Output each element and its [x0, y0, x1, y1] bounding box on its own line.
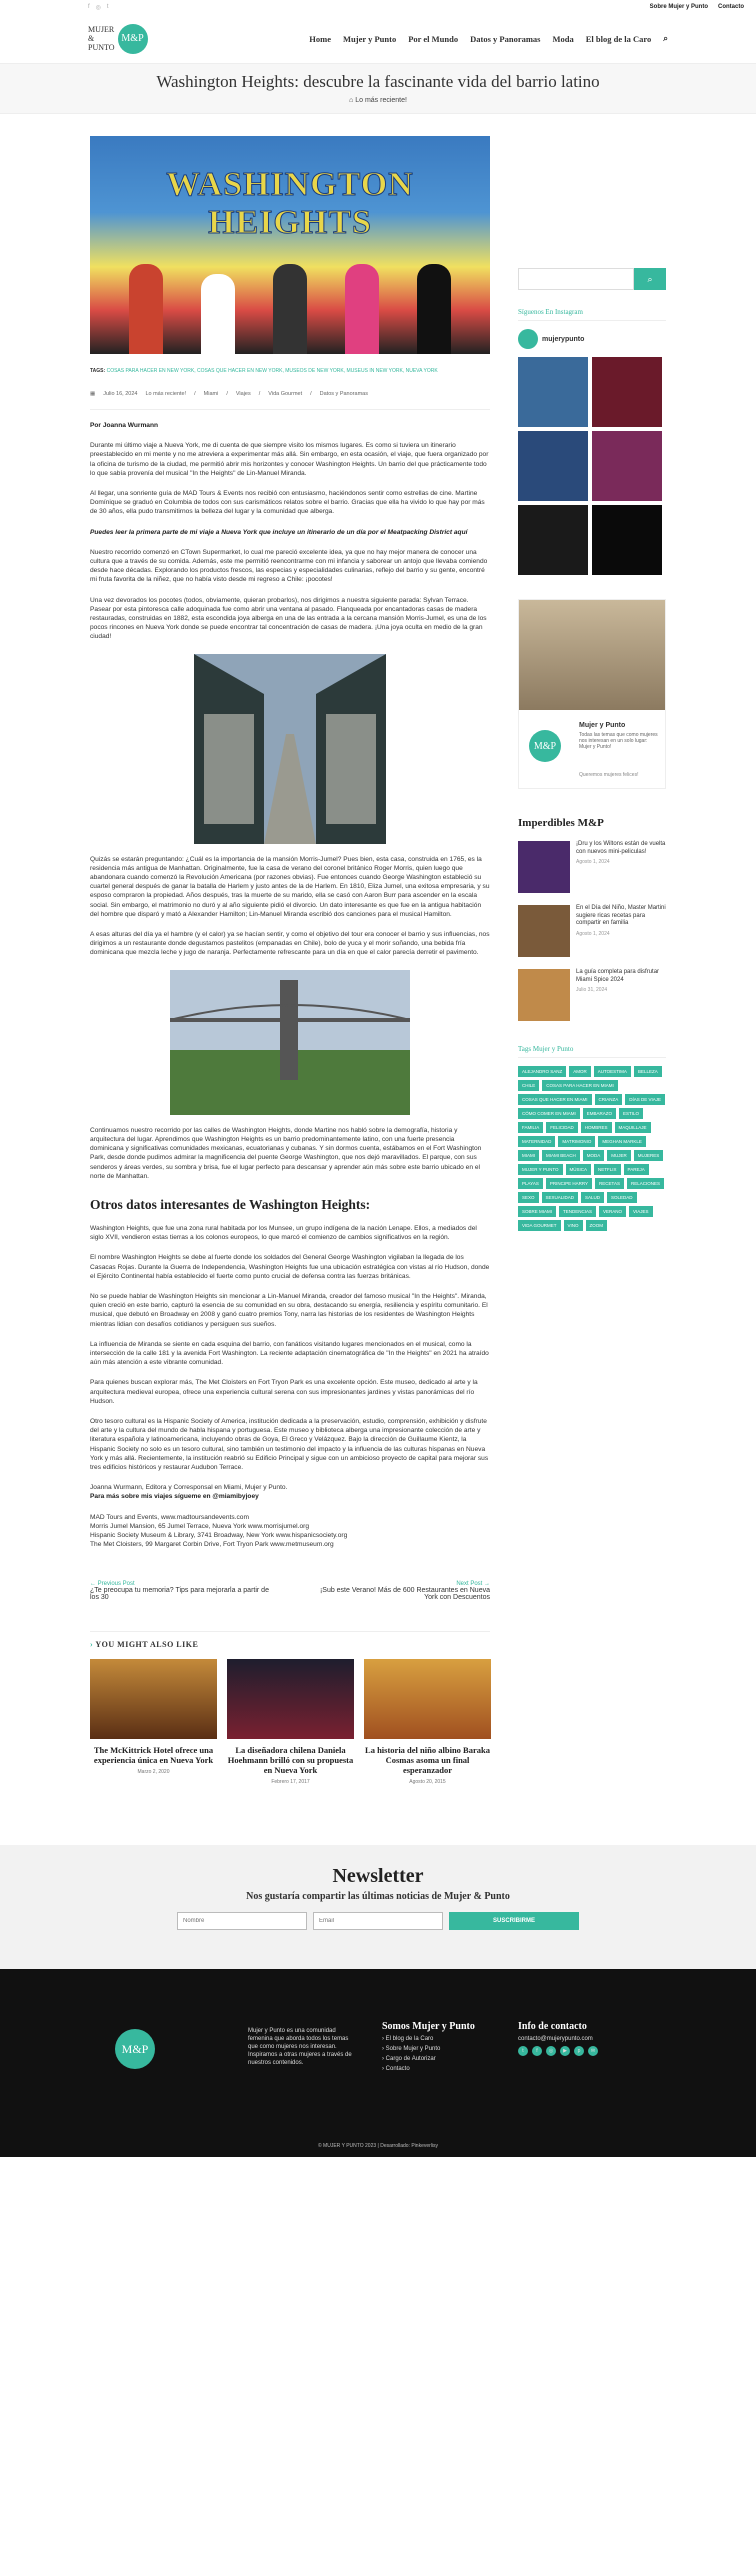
nav-datos-panoramas[interactable]: Datos y Panoramas: [470, 33, 541, 44]
tag-item[interactable]: MIAMI BEACH: [542, 1150, 580, 1161]
tag-item[interactable]: MODA: [583, 1150, 605, 1161]
tag-item[interactable]: MUJER: [607, 1150, 631, 1161]
tag-item[interactable]: PLAYAS: [518, 1178, 543, 1189]
facebook-widget[interactable]: M&P Mujer y Punto Todas las temas que como mujeres nos interesan en un solo lugar: Mujer y Punto! Queremos mujeres felices!: [518, 599, 666, 789]
main-nav: [309, 33, 668, 44]
youtube-icon[interactable]: ▶: [560, 2046, 570, 2056]
next-post[interactable]: Next Post → ¡Sub este Verano! Más de 600 Restaurantes en Nueva York con Descuentos: [319, 1581, 490, 1602]
paragraph: Washington Heights, que fue una zona rural habitada por los Munsee, un grupo indígena de la nación Lenape. Ellos, a mediados del siglo XVII, vendieron estas tierras a los colonos europeos, lo que marcó el comienzo de cambios significativos en la región.: [90, 1224, 477, 1242]
instagram-post[interactable]: [518, 431, 588, 501]
tag-item[interactable]: ALEJANDRO SANZ: [518, 1066, 566, 1077]
top-link-contact[interactable]: Contacto: [718, 4, 744, 10]
tag-item[interactable]: MUJER Y PUNTO: [518, 1164, 563, 1175]
paragraph: Durante mi último viaje a Nueva York, me di cuenta de que siempre visito los mismos lugares. Es como si tuviera un itinerario preestablecido en mi mente y no me atreviera a experimentar más allá. Sin embargo, en esta ocasión, el viaje, que fuera organizado por la oficina de turismo de la ciudad, me permitió abrir mis horizontes y conocer Washington Heights. Un barrio del que prácticamente todo lo que sabía provenía del musical "In the Heights" de Lin-Manuel Miranda.: [90, 442, 489, 477]
tag-item[interactable]: SEXUALIDAD: [542, 1192, 579, 1203]
tag-item[interactable]: ZOOM: [586, 1220, 608, 1231]
nav-home[interactable]: Home: [309, 33, 332, 44]
instagram-grid: [518, 357, 666, 575]
footer-logo[interactable]: M&P: [115, 2029, 155, 2069]
facebook-page-logo: M&P: [529, 730, 561, 762]
tag-item[interactable]: SOLEDAD: [607, 1192, 637, 1203]
footer-email[interactable]: contacto@mujerypunto.com: [518, 2036, 593, 2043]
nav-moda[interactable]: Moda: [552, 33, 574, 44]
sidebar: [518, 136, 666, 1785]
previous-post[interactable]: ← Previous Post ¿Te preocupa tu memoria? Tips para mejorarla a partir de los 30: [90, 1581, 269, 1602]
tag-item[interactable]: MEGHAN MARKLE: [598, 1136, 646, 1147]
read-first-part-link[interactable]: Puedes leer la primera parte de mi viaje a Nueva York que incluye un itinerario de un día por el Meatpacking District aquí: [90, 528, 468, 536]
social-icons: [88, 4, 109, 11]
tag-item[interactable]: ESTILO: [619, 1108, 643, 1119]
instagram-post[interactable]: [518, 505, 588, 575]
paragraph: Para quienes buscan explorar más, The Met Cloisters en Fort Tryon Park es una excelente opción. Este museo, dedicado al arte y la arquitectura medieval europea, ofrece una experiencia cultural serena con sus impresionantes jardines y vistas panorámicas del río Hudson.: [90, 1379, 478, 1405]
paragraph: Al llegar, una sonriente guía de MAD Tours & Events nos recibió con entusiasmo, haciéndonos sentir como estrellas de cine. Martine Domínique se graduó en Columbia de todos con sus carismáticos relatos sobre el barrio. Gracias que ella ha vivido lo que hay por más de 30 años, ella pudo transmitirnos la belleza del lugar y la comunidad que alberga.: [90, 490, 485, 516]
tag-item[interactable]: MÚSICA: [566, 1164, 592, 1175]
tag-item[interactable]: MATRIMONIO: [558, 1136, 595, 1147]
article-meta: ▦ Julio 16, 2024 Lo más reciente! / Miami / Viajes / Vida Gourmet / Datos y Panoramas: [90, 391, 490, 410]
paragraph: La influencia de Miranda se siente en cada esquina del barrio, con fanáticos visitando lugares mencionados en el musical, como la intersección de la calle 181 y la avenida Fort Washington. La reciente adaptación cinematográfica de "In the Heights" en 2021 ha atraído aún más atención a este vibrante comunidad.: [90, 1340, 489, 1367]
newsletter-title: Newsletter: [332, 1865, 424, 1888]
tag-item[interactable]: VIAJES: [629, 1206, 653, 1217]
tag-item[interactable]: HOMBRES: [581, 1122, 612, 1133]
logo[interactable]: [88, 24, 148, 54]
resource-links[interactable]: MAD Tours and Events, www.madtoursandevents.com Morris Jumel Mansion, 65 Jumel Terrace, Nueva York www.morrisjumel.org Hispanic Society Museum & Library, 3741 Broadway, New York www.hispanicsociety.org The Met Cloisters, 99 Margaret Corbin Drive, Fort Tryon Park www.metmuseum.org: [90, 1513, 348, 1549]
instagram-icon[interactable]: ◎: [95, 4, 101, 11]
instagram-avatar: [518, 329, 538, 349]
newsletter-email-input[interactable]: [313, 1912, 443, 1930]
article: [90, 136, 490, 1785]
search-icon: ⌕: [647, 273, 653, 284]
instagram-icon[interactable]: ◎: [546, 2046, 556, 2056]
tag-item[interactable]: FAMILIA: [518, 1122, 543, 1133]
tag-item[interactable]: TENDENCIAS: [559, 1206, 596, 1217]
logo-text: MUJER & PUNTO: [88, 25, 115, 52]
article-tags[interactable]: TAGS: COSAS PARA HACER EN NEW YORK, COSAS QUE HACER EN NEW YORK, MUSEOS DE NEW YORK, MUSEUS IN NEW YORK, NUEVA YORK: [90, 368, 438, 374]
top-links: [650, 4, 744, 10]
signature: Joanna Wurmann, Editora y Corresponsal en Miami, Mujer y Punto. Para más sobre mis viajes sígueme en @miamibyjoey: [90, 1484, 288, 1501]
tag-item[interactable]: VIDA GOURMET: [518, 1220, 561, 1231]
footer-description: Mujer y Punto es una comunidad femenina que aborda todos los temas que como mujeres nos interesan. Inspiramos a otras mujeres a través de nuestros contenidos.: [248, 2028, 352, 2067]
nav-por-el-mundo[interactable]: Por el Mundo: [408, 33, 459, 44]
tag-item[interactable]: VERANO: [599, 1206, 626, 1217]
george-washington-bridge-photo: [170, 970, 410, 1115]
tag-item[interactable]: PRINCIPE HARRY: [546, 1178, 592, 1189]
related-post[interactable]: La historia del niño albino Baraka Cosmas asoma un final esperanzador Agosto 20, 2015: [364, 1659, 491, 1785]
tag-item[interactable]: MATERNIDAD: [518, 1136, 555, 1147]
footer-link[interactable]: › El blog de la Caro: [382, 2036, 434, 2043]
imperdible-item[interactable]: La guía completa para disfrutar Miami Spice 2024 Julio 31, 2024: [518, 969, 666, 1021]
tag-item[interactable]: BELLEZA: [634, 1066, 662, 1077]
tag-item[interactable]: PAREJA: [624, 1164, 649, 1175]
footer-link[interactable]: › Cargo de Autorizar: [382, 2056, 436, 2063]
footer-contact: Info de contacto contacto@mujerypunto.com t f ◎ ▶ p ✉: [518, 2021, 598, 2056]
search-input[interactable]: [518, 268, 634, 290]
tag-item[interactable]: NETFLIX: [594, 1164, 621, 1175]
tag-cloud: [518, 1066, 666, 1231]
tag-item[interactable]: RELACIONES: [627, 1178, 664, 1189]
tag-item[interactable]: CÓMO COMER EN MIAMI: [518, 1108, 580, 1119]
instagram-title: Síguenos En Instagram: [518, 308, 666, 321]
facebook-icon[interactable]: f: [88, 3, 90, 10]
tag-item[interactable]: CHILE: [518, 1080, 539, 1091]
imperdible-item[interactable]: ¡Dru y los Wiltons están de vuelta con nuevos mini-peliculas! Agosto 1, 2024: [518, 841, 666, 893]
instagram-post[interactable]: [592, 505, 662, 575]
tag-item[interactable]: AMOR: [569, 1066, 591, 1077]
tag-item[interactable]: VINO: [564, 1220, 583, 1231]
tag-item[interactable]: SEXO: [518, 1192, 539, 1203]
calendar-icon: ▦: [90, 391, 96, 397]
tag-item[interactable]: RECETAS: [595, 1178, 624, 1189]
section-heading: Otros datos interesantes de Washington Heights:: [90, 1196, 371, 1212]
footer-link[interactable]: › Sobre Mujer y Punto: [382, 2046, 441, 2053]
paragraph: Nuestro recorrido comenzó en CTown Supermarket, lo cual me pareció excelente idea, ya que no hay mejor manera de conocer una cultura que a través de su comida. Además, este me permitió reencontrarme con mi infancia y saborear un antojo que llevaba comiendo desde hace décadas. Explorando los productos frescos, las especias y especialidades culinarias, reflejo del barrio y su gente, encontré mi fruta favorita de la niñez, que no había visto desde mi regreso a Chile: ¡pocotes!: [90, 548, 488, 584]
footer-links: Somos Mujer y Punto › El blog de la Caro › Sobre Mujer y Punto › Cargo de Autorizar › Contacto: [382, 2021, 475, 2073]
sylvan-terrace-photo: [194, 654, 386, 844]
footer: [0, 1969, 756, 2157]
search-button[interactable]: [634, 268, 666, 290]
tag-item[interactable]: MIAMI: [518, 1150, 539, 1161]
sidebar-search: [518, 268, 666, 290]
tag-item[interactable]: DÍAS DE VIAJE: [625, 1094, 665, 1105]
paragraph: Otro tesoro cultural es la Hispanic Society of America, institución dedicada a la preservación, estudio, comprensión, exhibición y disfrute del arte y la cultura del mundo de habla hispana y portuguesa. Este museo y biblioteca alberga una impresionante colección de arte y literatura española y latinoamericana, incluyendo obras de Goya, El Greco y Velázquez. Bajo la dirección de Guillaume Kientz, la Hispanic Society no solo es un tesoro cultural, sino también un testimonio del impacto y la influencia de las culturas hispanas en Nueva York y más allá. Recientemente, la institución reabrió su Edificio Principal y sigue con un ambicioso proyecto de capital para mejorar sus tres edificios históricos y restaurar Audubon Terrace.: [90, 1417, 489, 1471]
paragraph: No se puede hablar de Washington Heights sin mencionar a Lin-Manuel Miranda, creador del famoso musical "In the Heights". Miranda, quien creció en este barrio, capturó la esencia de su comunidad en su obra, destacando su energía, resiliencia y espíritu comunitario. El musical, que debutó en Broadway en 2008 y ganó cuatro premios Tony, narra las historias de los residentes de Washington Heights mientras lidian con desafíos cotidianos y persiguen sus sueños.: [90, 1292, 488, 1328]
copyright: © MUJER Y PUNTO 2023 | Desarrollado: Pinkeverlisy: [317, 2143, 439, 2150]
paragraph: Continuamos nuestro recorrido por las calles de Washington Heights, donde Martine nos habló sobre la demografía, historia y arquitectura del lugar. Aprendimos que Washington Heights es un barrio predominantemente latino, con una fuerte presencia dominicana y significativas comunidades mexicanas, ecuatorianas y cubanas. Y sin dormos cuenta, estábamos en el Fort Washington Park, desde donde pudimos admirar la magnificencia del puente George Washington, que nos dejó maravillados. El parque, con sus senderos y áreas verdes, su sombra y brisa, fue el lugar perfecto para descansar y aprender aún más sobre este barrio ubicado en el norte de Manhattan.: [90, 1126, 482, 1180]
newsletter: [0, 1845, 756, 1969]
instagram-user[interactable]: mujerypunto: [542, 335, 585, 343]
top-link-about[interactable]: Sobre Mujer y Punto: [649, 4, 708, 10]
facebook-icon[interactable]: f: [532, 2046, 542, 2056]
nav-mujer-y-punto[interactable]: Mujer y Punto: [343, 33, 397, 44]
tag-item[interactable]: MAQUILLAJE: [615, 1122, 651, 1133]
chevron-right-icon: ›: [90, 1640, 96, 1650]
instagram-post[interactable]: [592, 357, 662, 427]
tag-item[interactable]: FELICIDAD: [546, 1122, 578, 1133]
imperdible-item[interactable]: En el Día del Niño, Master Martini sugiere ricas recetas para compartir en familia Agosto 1, 2024: [518, 905, 666, 957]
related-post[interactable]: La diseñadora chilena Daniela Hoehmann brilló con su propuesta en Nueva York Febrero 17, 2017: [227, 1659, 354, 1785]
tag-item[interactable]: SALUD: [581, 1192, 604, 1203]
pinterest-icon[interactable]: p: [574, 2046, 584, 2056]
tag-item[interactable]: SOBRE MIAMI: [518, 1206, 556, 1217]
post-navigation: [90, 1581, 490, 1601]
footer-link[interactable]: › Contacto: [382, 2066, 410, 2073]
subscribe-button[interactable]: SUSCRIBIRME: [449, 1912, 579, 1930]
newsletter-subtitle: Nos gustaría compartir las últimas noticias de Mujer & Punto: [246, 1891, 510, 1903]
nav-blog-caro[interactable]: El blog de la Caro: [585, 33, 652, 44]
newsletter-name-input[interactable]: [177, 1912, 307, 1930]
logo-mark: M&P: [118, 24, 148, 54]
header: [0, 14, 756, 64]
twitter-icon[interactable]: t: [106, 3, 109, 10]
tag-item[interactable]: COSAS PARA HACER EN MIAMI: [542, 1080, 617, 1091]
page-title: Washington Heights: descubre la fascinante vida del barrio latino: [156, 72, 600, 91]
related-post[interactable]: The McKittrick Hotel ofrece una experiencia única en Nueva York Marzo 2, 2020: [90, 1659, 217, 1785]
meta-category[interactable]: Lo más reciente!: [145, 391, 187, 397]
hero-mural-text: WASHINGTON HEIGHTS: [166, 166, 414, 241]
tag-item[interactable]: CRIANZA: [595, 1094, 623, 1105]
instagram-post[interactable]: [592, 431, 662, 501]
instagram-post[interactable]: [518, 357, 588, 427]
byline: Por Joanna Wurmann: [90, 422, 159, 429]
breadcrumb[interactable]: ⌂ Lo más reciente!: [349, 97, 407, 104]
tags-title: Tags Mujer y Punto: [518, 1045, 666, 1058]
hero-image: [90, 136, 490, 354]
twitter-icon[interactable]: t: [518, 2046, 528, 2056]
home-icon: ⌂: [349, 97, 356, 104]
tag-item[interactable]: MUJERES: [634, 1150, 664, 1161]
imperdibles: Imperdibles M&P ¡Dru y los Wiltons están de vuelta con nuevos mini-peliculas! Agosto 1, 2024 En el Día del Niño, Master Martini sugiere ricas recetas para compartir en familia Agosto 1, 2024 La guía completa para disfrutar Miami Spice 2024 Julio 31, 2024: [518, 817, 666, 1021]
search-icon[interactable]: ⌕: [663, 33, 668, 43]
title-bar: [0, 64, 756, 114]
paragraph: Quizás se estarán preguntando: ¿Cuál es la importancia de la mansión Morris-Jumel? Pues bien, esta casa, construida en 1765, es la residencia más antigua de Manhattan. Originalmente, fue la casa de verano del coronel británico Roger Morris, quien luego que abandonara cuando comenzó la Revolución Americana (por razones obvias). Fue entonces cuando George Washington estableció su cuartel general después de ganar la batalla de Harlem y justo antes de la de Harlem. En 1810, Eliza Jumel, una exitosa empresaria, y su esposo compraron la propiedad. Años después, tras la muerte de su marido, ella se casó con Aaron Burr para ascender en la escala social. Sin embargo, el matrimonio no duró y al año siguiente pidió el divorcio. Un dato interesante es que fue en la antigua habitación del hombre que disparó y mató a Alexander Hamilton; Lin-Manuel Miranda escribió dos canciones para el musical Hamilton.: [90, 855, 490, 918]
tag-item[interactable]: COSAS QUE HACER EN MIAMI: [518, 1094, 592, 1105]
tag-item[interactable]: AUTOESTIMA: [594, 1066, 631, 1077]
you-might-also-like: [90, 1631, 490, 1785]
paragraph: A esas alturas del día ya el hambre (y el calor) ya se hacían sentir, y como el objetivo del tour era conocer el barrio y sus influencias, nos dirigimos a un restaurante donde degustamos pastelitos (empanadas en Chile), bolo de yuca y el morir soñando, una bebida fría dominicana que mezcla leche y jugo de naranja. Perfectamente refrescante para un día en que el calor parecía derretir el pavimento.: [90, 931, 490, 957]
email-icon[interactable]: ✉: [588, 2046, 598, 2056]
paragraph: El nombre Washington Heights se debe al fuerte donde los soldados del General George Washington vigilaban la llegada de los Casacas Rojas. Durante la Guerra de Independencia, Washington Heights fue una ubicación estratégica con vistas al río Hudson, donde el Ejército Continental había establecido el fuerte como punto crucial de defensa contra las fuerzas británicas.: [90, 1254, 490, 1280]
tag-item[interactable]: EMBARAZO: [583, 1108, 616, 1119]
top-bar: [0, 0, 756, 14]
paragraph: Una vez devorados los pocotes (todos, obviamente, quieran probarlos), nos dirigimos a nuestra siguiente parada: Sylvan Terrace. Pasear por esta pintoresca calle adoquinada fue como abrir una ventana al pasado. Flanqueada por encantadoras casas de madera restauradas, construidas en 1882, esta escondida joya alberga en una de las entrada a la cercana mansión Morris-Jumel, es una de los pocos rincones en Nueva York donde se puede encontrar tal concentración de casas de madera. ¡Una joya oculta en medio de la gran ciudad!: [90, 596, 487, 641]
yml-title: › YOU MIGHT ALSO LIKE: [90, 1640, 199, 1650]
